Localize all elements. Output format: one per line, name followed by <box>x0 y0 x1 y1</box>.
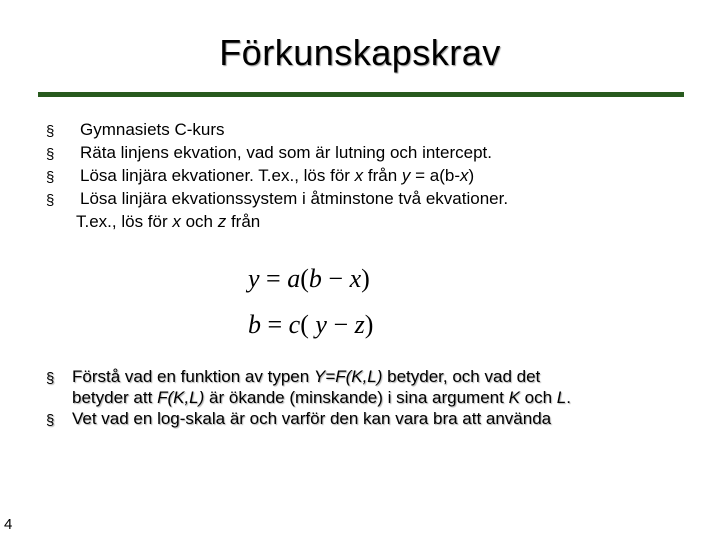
page-number: 4 <box>4 516 13 533</box>
list-item <box>46 366 571 408</box>
bullet-icon: § <box>46 146 55 163</box>
list-item-text: Vet vad en log-skala är och varför den kan vara bra att använda <box>72 409 552 428</box>
equation-2: b = c( y − z) <box>248 310 374 339</box>
slide-title: Förkunskapskrav <box>219 32 501 73</box>
list-item-text: Gymnasiets C-kurs <box>80 120 225 139</box>
list-item <box>46 118 508 141</box>
understanding-list <box>46 366 571 429</box>
equation-1: y = a(b − x) <box>248 264 370 293</box>
list-item-text: Lösa linjära ekvationer. T.ex., lös för x från y = a(b-x) <box>80 166 475 185</box>
bullet-icon: § <box>46 412 55 429</box>
bullet-icon: § <box>46 123 55 140</box>
bullet-icon: § <box>46 370 55 387</box>
bullet-icon: § <box>46 169 55 186</box>
list-item <box>46 141 508 164</box>
title-divider <box>38 92 684 97</box>
prerequisite-list <box>46 118 508 233</box>
list-item <box>46 164 508 187</box>
list-item <box>46 408 571 429</box>
list-item-continuation: T.ex., lös för x och z från <box>76 212 261 231</box>
list-item-text: Räta linjens ekvation, vad som är lutning och intercept. <box>80 143 493 162</box>
bullet-icon: § <box>46 192 55 209</box>
list-item <box>46 187 508 233</box>
list-item-text: Lösa linjära ekvationssystem i åtminstone två ekvationer. <box>80 189 509 208</box>
list-item-text: Förstå vad en funktion av typen Y=F(K,L) betyder, och vad det <box>72 367 541 386</box>
list-item-continuation: betyder att F(K,L) är ökande (minskande) i sina argument K och L. <box>72 388 571 407</box>
